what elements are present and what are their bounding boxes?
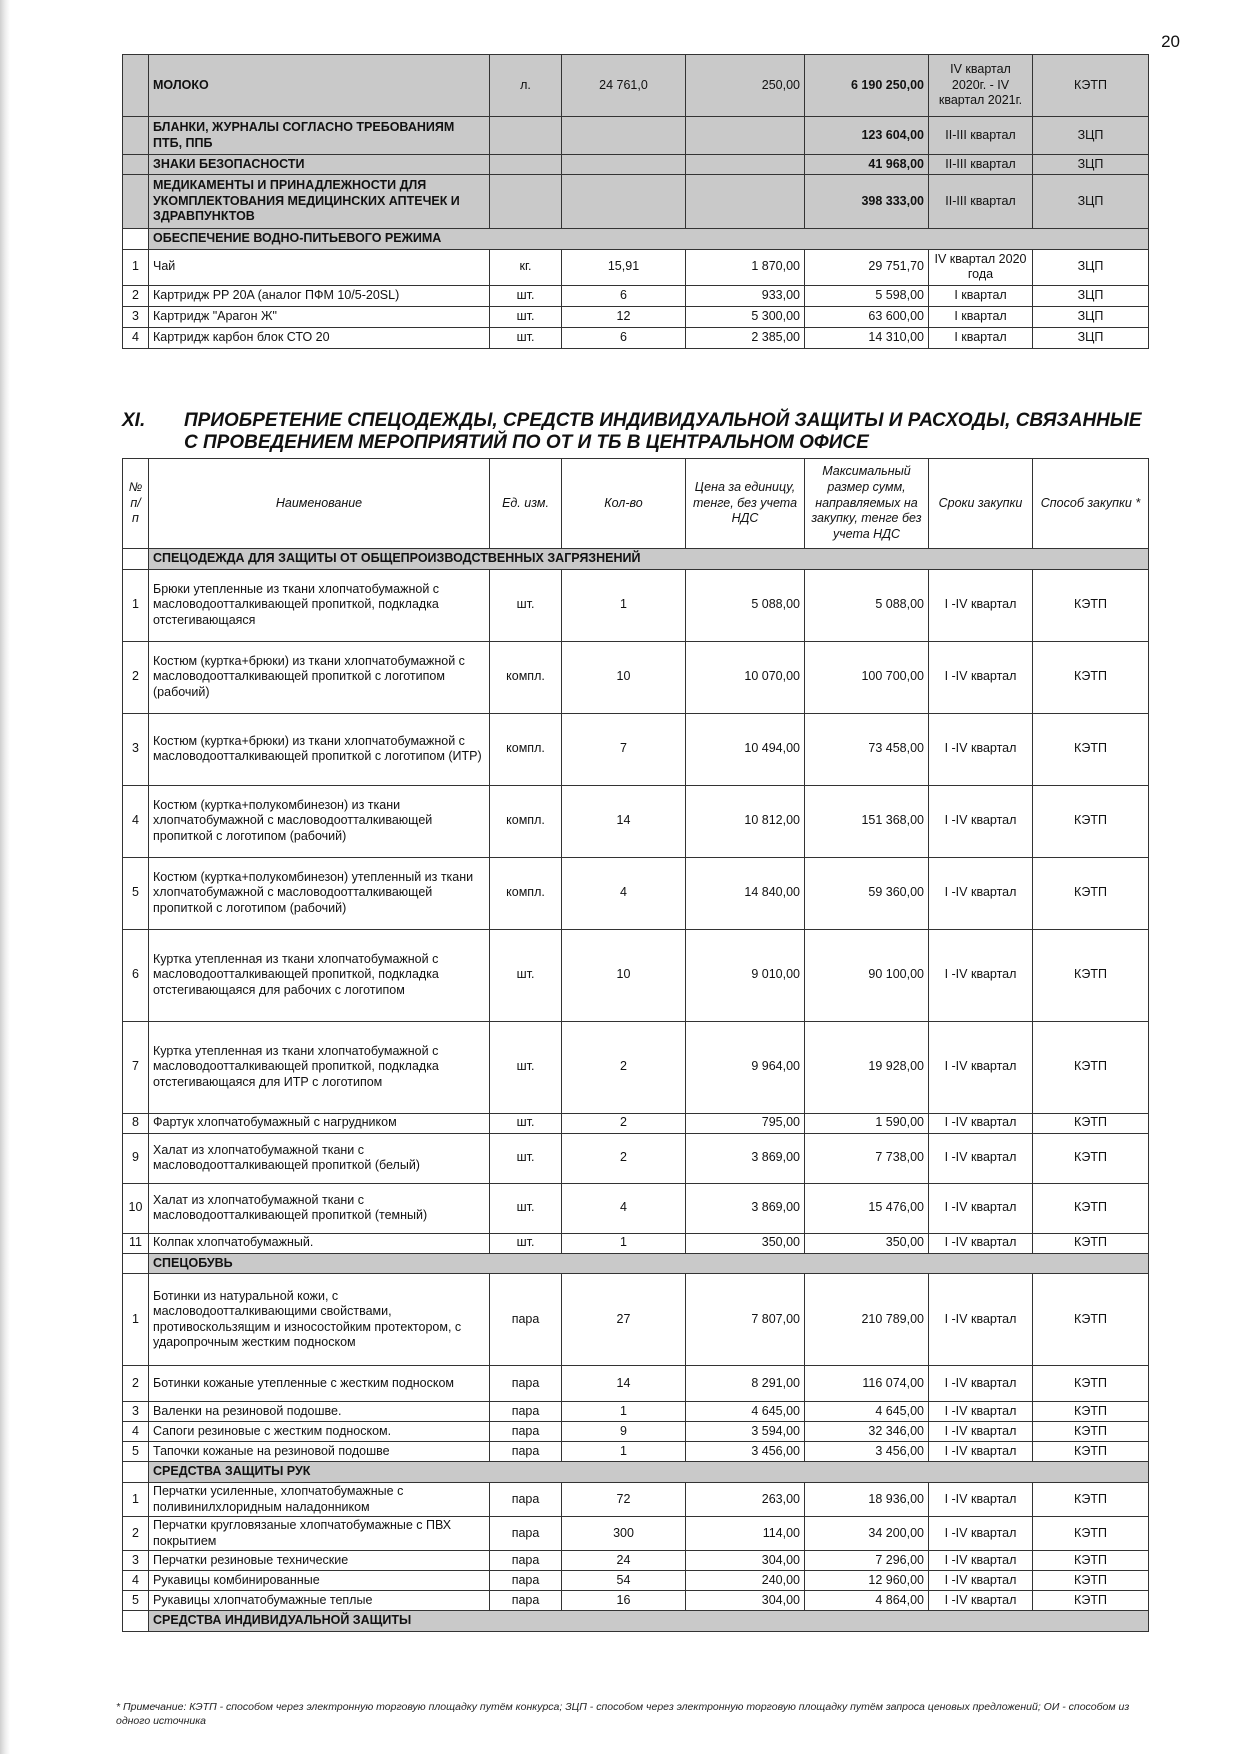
item-quantity: 14	[562, 785, 686, 857]
item-unit	[490, 175, 562, 229]
item-total-sum: 4 645,00	[805, 1402, 929, 1422]
table-row	[123, 1402, 1149, 1422]
item-unit-price: 114,00	[686, 1517, 805, 1551]
item-procurement-method: КЭТП	[1033, 1133, 1149, 1183]
item-unit	[490, 117, 562, 155]
table-row	[123, 1442, 1149, 1462]
table-row	[123, 857, 1149, 929]
item-quantity: 24 761,0	[562, 55, 686, 117]
table-row	[123, 55, 1149, 117]
item-name: Ботинки кожаные утепленные с жестким подноском	[149, 1366, 490, 1402]
item-procurement-method: КЭТП	[1033, 929, 1149, 1021]
category-row	[123, 1253, 1149, 1274]
header-unit: Ед. изм.	[490, 459, 562, 549]
item-procurement-term: I -IV квартал	[929, 1551, 1033, 1571]
table-row	[123, 249, 1149, 285]
item-quantity: 2	[562, 1113, 686, 1133]
row-number: 10	[123, 1183, 149, 1233]
item-procurement-term: I -IV квартал	[929, 1571, 1033, 1591]
item-unit: пара	[490, 1591, 562, 1611]
header-qty: Кол-во	[562, 459, 686, 549]
row-number: 7	[123, 1021, 149, 1113]
item-unit-price: 8 291,00	[686, 1366, 805, 1402]
item-procurement-term: I -IV квартал	[929, 1366, 1033, 1402]
item-unit: компл.	[490, 713, 562, 785]
item-quantity: 4	[562, 1183, 686, 1233]
item-unit-price: 933,00	[686, 285, 805, 306]
row-number: 1	[123, 249, 149, 285]
item-name: Костюм (куртка+полукомбинезон) утепленный из ткани хлопчатобумажной с масловодоотталкивающей пропиткой с логотипом (рабочий)	[149, 857, 490, 929]
table-row	[123, 1591, 1149, 1611]
item-name: Картридж "Арагон Ж"	[149, 306, 490, 327]
item-unit-price: 9 010,00	[686, 929, 805, 1021]
item-quantity	[562, 117, 686, 155]
item-unit-price: 5 088,00	[686, 569, 805, 641]
item-unit: шт.	[490, 285, 562, 306]
row-number: 1	[123, 569, 149, 641]
item-total-sum: 14 310,00	[805, 327, 929, 348]
table-row	[123, 306, 1149, 327]
item-procurement-method: ЗЦП	[1033, 117, 1149, 155]
item-name: МОЛОКО	[149, 55, 490, 117]
item-procurement-term: IV квартал 2020 года	[929, 249, 1033, 285]
item-name: Перчатки усиленные, хлопчатобумажные с поливинилхлоридным наладонником	[149, 1482, 490, 1516]
table-row	[123, 1551, 1149, 1571]
item-name: Ботинки из натуральной кожи, с масловодоотталкивающими свойствами, противоскользящим и износостойким протектором, с ударопрочным жестким подноском	[149, 1274, 490, 1366]
item-total-sum: 73 458,00	[805, 713, 929, 785]
item-procurement-method: КЭТП	[1033, 55, 1149, 117]
header-sum: Максимальный размер сумм, направляемых на закупку, тенге без учета НДС	[805, 459, 929, 549]
table-row	[123, 1021, 1149, 1113]
item-unit: пара	[490, 1571, 562, 1591]
item-total-sum: 1 590,00	[805, 1113, 929, 1133]
table-row	[123, 1233, 1149, 1253]
item-unit-price: 3 869,00	[686, 1133, 805, 1183]
item-name: Перчатки кругловязаные хлопчатобумажные с ПВХ покрытием	[149, 1517, 490, 1551]
item-name: Костюм (куртка+брюки) из ткани хлопчатобумажной с масловодоотталкивающей пропиткой с логотипом (рабочий)	[149, 641, 490, 713]
item-quantity: 1	[562, 1402, 686, 1422]
item-quantity: 10	[562, 929, 686, 1021]
item-total-sum: 29 751,70	[805, 249, 929, 285]
row-number	[123, 549, 149, 570]
row-number: 2	[123, 1517, 149, 1551]
item-quantity: 54	[562, 1571, 686, 1591]
table-row	[123, 1274, 1149, 1366]
item-unit: шт.	[490, 1133, 562, 1183]
item-procurement-method: КЭТП	[1033, 1422, 1149, 1442]
item-unit	[490, 155, 562, 175]
item-unit-price: 795,00	[686, 1113, 805, 1133]
row-number	[123, 55, 149, 117]
item-unit-price: 10 494,00	[686, 713, 805, 785]
item-unit: шт.	[490, 929, 562, 1021]
item-procurement-method: КЭТП	[1033, 1591, 1149, 1611]
item-procurement-method: КЭТП	[1033, 1551, 1149, 1571]
item-procurement-method: КЭТП	[1033, 1571, 1149, 1591]
item-total-sum: 32 346,00	[805, 1422, 929, 1442]
item-name: ЗНАКИ БЕЗОПАСНОСТИ	[149, 155, 490, 175]
category-row	[123, 1611, 1149, 1632]
scan-edge-shadow	[0, 0, 10, 1754]
item-procurement-method: КЭТП	[1033, 1113, 1149, 1133]
item-procurement-method: КЭТП	[1033, 641, 1149, 713]
item-procurement-term: I квартал	[929, 306, 1033, 327]
item-procurement-term: I -IV квартал	[929, 1274, 1033, 1366]
item-total-sum: 6 190 250,00	[805, 55, 929, 117]
item-procurement-method: КЭТП	[1033, 1274, 1149, 1366]
item-procurement-method: ЗЦП	[1033, 327, 1149, 348]
item-quantity: 10	[562, 641, 686, 713]
item-total-sum: 41 968,00	[805, 155, 929, 175]
table-row	[123, 155, 1149, 175]
item-name: Валенки на резиновой подошве.	[149, 1402, 490, 1422]
row-number: 9	[123, 1133, 149, 1183]
item-unit: пара	[490, 1274, 562, 1366]
item-procurement-method: ЗЦП	[1033, 249, 1149, 285]
row-number: 4	[123, 785, 149, 857]
table-row	[123, 1422, 1149, 1442]
item-procurement-term: I квартал	[929, 285, 1033, 306]
item-quantity: 2	[562, 1021, 686, 1113]
item-total-sum: 59 360,00	[805, 857, 929, 929]
item-total-sum: 398 333,00	[805, 175, 929, 229]
item-procurement-term: I -IV квартал	[929, 1402, 1033, 1422]
row-number: 1	[123, 1482, 149, 1516]
item-total-sum: 151 368,00	[805, 785, 929, 857]
item-name: Куртка утепленная из ткани хлопчатобумажной с масловодоотталкивающей пропиткой, подкладка отстегивающаяся для ИТР с логотипом	[149, 1021, 490, 1113]
item-unit: шт.	[490, 1233, 562, 1253]
table-row	[123, 569, 1149, 641]
item-unit-price: 263,00	[686, 1482, 805, 1516]
table-row	[123, 285, 1149, 306]
item-unit: шт.	[490, 569, 562, 641]
item-procurement-method: КЭТП	[1033, 1233, 1149, 1253]
item-unit-price	[686, 175, 805, 229]
item-procurement-method: КЭТП	[1033, 1442, 1149, 1462]
item-total-sum: 5 088,00	[805, 569, 929, 641]
row-number: 5	[123, 857, 149, 929]
header-method: Способ закупки *	[1033, 459, 1149, 549]
item-procurement-method: КЭТП	[1033, 1021, 1149, 1113]
item-unit: компл.	[490, 641, 562, 713]
item-procurement-method: КЭТП	[1033, 1517, 1149, 1551]
item-unit-price	[686, 155, 805, 175]
footnote: * Примечание: КЭТП - способом через электронную торговую площадку путём конкурса; ЗЦП - способом через электронную торговую площадку путём запроса ценовых предложений; ОИ - способом из одного источника	[116, 1701, 1130, 1727]
ppe-procurement-table	[122, 458, 1149, 1632]
item-unit-price: 10 812,00	[686, 785, 805, 857]
item-unit: шт.	[490, 1113, 562, 1133]
item-quantity: 4	[562, 857, 686, 929]
item-procurement-method: ЗЦП	[1033, 175, 1149, 229]
item-unit: шт.	[490, 1021, 562, 1113]
item-unit-price: 9 964,00	[686, 1021, 805, 1113]
header-price: Цена за единицу, тенге, без учета НДС	[686, 459, 805, 549]
item-unit-price: 3 869,00	[686, 1183, 805, 1233]
item-procurement-term: I -IV квартал	[929, 1113, 1033, 1133]
table-row	[123, 641, 1149, 713]
row-number: 2	[123, 641, 149, 713]
item-unit-price: 240,00	[686, 1571, 805, 1591]
item-name: БЛАНКИ, ЖУРНАЛЫ СОГЛАСНО ТРЕБОВАНИЯМ ПТБ, ППБ	[149, 117, 490, 155]
item-unit-price: 350,00	[686, 1233, 805, 1253]
item-procurement-method: КЭТП	[1033, 1402, 1149, 1422]
section-title: ПРИОБРЕТЕНИЕ СПЕЦОДЕЖДЫ, СРЕДСТВ ИНДИВИДУАЛЬНОЙ ЗАЩИТЫ И РАСХОДЫ, СВЯЗАННЫЕ С ПРОВЕДЕНИЕМ МЕРОПРИЯТИЙ ПО ОТ И ТБ В ЦЕНТРАЛЬНОМ ОФИСЕ	[184, 410, 1142, 453]
item-quantity: 1	[562, 1233, 686, 1253]
item-procurement-method: КЭТП	[1033, 1482, 1149, 1516]
item-name: Халат из хлопчатобумажной ткани с масловодоотталкивающей пропиткой (темный)	[149, 1183, 490, 1233]
row-number: 1	[123, 1274, 149, 1366]
item-total-sum: 90 100,00	[805, 929, 929, 1021]
item-unit: шт.	[490, 327, 562, 348]
item-unit: пара	[490, 1442, 562, 1462]
item-quantity: 7	[562, 713, 686, 785]
item-procurement-method: КЭТП	[1033, 1366, 1149, 1402]
row-number: 3	[123, 306, 149, 327]
row-number: 3	[123, 1402, 149, 1422]
item-quantity: 24	[562, 1551, 686, 1571]
header-term: Сроки закупки	[929, 459, 1033, 549]
item-quantity: 2	[562, 1133, 686, 1183]
item-name: Рукавицы комбинированные	[149, 1571, 490, 1591]
item-unit: пара	[490, 1517, 562, 1551]
category-row	[123, 229, 1149, 250]
item-procurement-term: I -IV квартал	[929, 569, 1033, 641]
table-row	[123, 713, 1149, 785]
item-total-sum: 15 476,00	[805, 1183, 929, 1233]
category-title: ОБЕСПЕЧЕНИЕ ВОДНО-ПИТЬЕВОГО РЕЖИМА	[149, 229, 1149, 250]
table-row	[123, 1133, 1149, 1183]
section-number: XI.	[122, 410, 146, 431]
item-procurement-term: I -IV квартал	[929, 785, 1033, 857]
item-procurement-method: КЭТП	[1033, 1183, 1149, 1233]
item-procurement-term: I -IV квартал	[929, 1233, 1033, 1253]
table-row	[123, 1113, 1149, 1133]
table-header-row	[123, 459, 1149, 549]
item-procurement-method: КЭТП	[1033, 857, 1149, 929]
category-row	[123, 1462, 1149, 1483]
item-name: Рукавицы хлопчатобумажные теплые	[149, 1591, 490, 1611]
row-number: 6	[123, 929, 149, 1021]
row-number: 3	[123, 713, 149, 785]
item-name: Костюм (куртка+брюки) из ткани хлопчатобумажной с масловодоотталкивающей пропиткой с логотипом (ИТР)	[149, 713, 490, 785]
item-total-sum: 7 296,00	[805, 1551, 929, 1571]
item-unit: компл.	[490, 785, 562, 857]
item-quantity: 27	[562, 1274, 686, 1366]
item-unit-price: 4 645,00	[686, 1402, 805, 1422]
table-row	[123, 1517, 1149, 1551]
item-unit-price: 10 070,00	[686, 641, 805, 713]
item-procurement-term: I -IV квартал	[929, 929, 1033, 1021]
table-row	[123, 117, 1149, 155]
item-procurement-term: I -IV квартал	[929, 1517, 1033, 1551]
item-procurement-term: I -IV квартал	[929, 1422, 1033, 1442]
category-title: СПЕЦОБУВЬ	[149, 1253, 1149, 1274]
item-procurement-term: I -IV квартал	[929, 1183, 1033, 1233]
item-total-sum: 12 960,00	[805, 1571, 929, 1591]
row-number: 5	[123, 1591, 149, 1611]
item-procurement-term: I -IV квартал	[929, 1442, 1033, 1462]
item-procurement-term: II-III квартал	[929, 117, 1033, 155]
item-total-sum: 3 456,00	[805, 1442, 929, 1462]
item-procurement-term: II-III квартал	[929, 175, 1033, 229]
item-procurement-method: ЗЦП	[1033, 306, 1149, 327]
item-name: МЕДИКАМЕНТЫ И ПРИНАДЛЕЖНОСТИ ДЛЯ УКОМПЛЕКТОВАНИЯ МЕДИЦИНСКИХ АПТЕЧЕК И ЗДРАВПУНКТОВ	[149, 175, 490, 229]
item-quantity: 15,91	[562, 249, 686, 285]
item-name: Костюм (куртка+полукомбинезон) из ткани хлопчатобумажной с масловодоотталкивающей пропиткой с логотипом (рабочий)	[149, 785, 490, 857]
row-number: 4	[123, 1571, 149, 1591]
row-number: 11	[123, 1233, 149, 1253]
item-quantity: 72	[562, 1482, 686, 1516]
item-unit: компл.	[490, 857, 562, 929]
item-total-sum: 63 600,00	[805, 306, 929, 327]
item-unit-price	[686, 117, 805, 155]
table-row	[123, 1366, 1149, 1402]
item-procurement-method: ЗЦП	[1033, 155, 1149, 175]
item-total-sum: 210 789,00	[805, 1274, 929, 1366]
item-total-sum: 350,00	[805, 1233, 929, 1253]
item-unit-price: 5 300,00	[686, 306, 805, 327]
item-quantity	[562, 155, 686, 175]
row-number: 4	[123, 327, 149, 348]
header-num: № п/п	[123, 459, 149, 549]
item-quantity: 9	[562, 1422, 686, 1442]
category-title: СРЕДСТВА ЗАЩИТЫ РУК	[149, 1462, 1149, 1483]
item-procurement-term: I -IV квартал	[929, 1482, 1033, 1516]
row-number: 3	[123, 1551, 149, 1571]
top-procurement-table	[122, 54, 1149, 349]
item-total-sum: 123 604,00	[805, 117, 929, 155]
item-unit: шт.	[490, 1183, 562, 1233]
item-unit-price: 1 870,00	[686, 249, 805, 285]
item-procurement-term: II-III квартал	[929, 155, 1033, 175]
item-unit-price: 2 385,00	[686, 327, 805, 348]
item-procurement-term: I -IV квартал	[929, 857, 1033, 929]
item-name: Чай	[149, 249, 490, 285]
item-unit: пара	[490, 1482, 562, 1516]
item-unit: пара	[490, 1551, 562, 1571]
item-total-sum: 34 200,00	[805, 1517, 929, 1551]
item-total-sum: 5 598,00	[805, 285, 929, 306]
item-quantity: 14	[562, 1366, 686, 1402]
table-row	[123, 785, 1149, 857]
row-number	[123, 1611, 149, 1632]
header-name: Наименование	[149, 459, 490, 549]
item-name: Куртка утепленная из ткани хлопчатобумажной с масловодоотталкивающей пропиткой, подкладка отстегивающаяся для рабочих с логотипом	[149, 929, 490, 1021]
row-number	[123, 1253, 149, 1274]
item-procurement-method: КЭТП	[1033, 569, 1149, 641]
item-unit: пара	[490, 1366, 562, 1402]
row-number	[123, 175, 149, 229]
table-row	[123, 175, 1149, 229]
row-number	[123, 155, 149, 175]
category-row	[123, 549, 1149, 570]
row-number: 8	[123, 1113, 149, 1133]
item-total-sum: 19 928,00	[805, 1021, 929, 1113]
item-procurement-term: I -IV квартал	[929, 1591, 1033, 1611]
item-name: Картридж PP 20A (аналог ПФМ 10/5-20SL)	[149, 285, 490, 306]
item-unit-price: 3 456,00	[686, 1442, 805, 1462]
item-quantity: 6	[562, 327, 686, 348]
category-title: СПЕЦОДЕЖДА ДЛЯ ЗАЩИТЫ ОТ ОБЩЕПРОИЗВОДСТВЕННЫХ ЗАГРЯЗНЕНИЙ	[149, 549, 1149, 570]
item-unit: пара	[490, 1422, 562, 1442]
item-quantity: 6	[562, 285, 686, 306]
item-name: Картридж карбон блок СТО 20	[149, 327, 490, 348]
item-total-sum: 4 864,00	[805, 1591, 929, 1611]
item-unit-price: 7 807,00	[686, 1274, 805, 1366]
item-name: Колпак хлопчатобумажный.	[149, 1233, 490, 1253]
item-total-sum: 7 738,00	[805, 1133, 929, 1183]
item-procurement-method: КЭТП	[1033, 713, 1149, 785]
item-unit-price: 304,00	[686, 1551, 805, 1571]
category-title: СРЕДСТВА ИНДИВИДУАЛЬНОЙ ЗАЩИТЫ	[149, 1611, 1149, 1632]
item-name: Сапоги резиновые с жестким подноском.	[149, 1422, 490, 1442]
row-number	[123, 1462, 149, 1483]
item-procurement-term: I -IV квартал	[929, 1133, 1033, 1183]
item-procurement-term: I -IV квартал	[929, 641, 1033, 713]
item-unit-price: 304,00	[686, 1591, 805, 1611]
item-quantity: 300	[562, 1517, 686, 1551]
table-row	[123, 1183, 1149, 1233]
item-total-sum: 18 936,00	[805, 1482, 929, 1516]
item-name: Тапочки кожаные на резиновой подошве	[149, 1442, 490, 1462]
item-quantity: 16	[562, 1591, 686, 1611]
item-unit: пара	[490, 1402, 562, 1422]
row-number: 5	[123, 1442, 149, 1462]
table-row	[123, 1482, 1149, 1516]
table-row	[123, 929, 1149, 1021]
table-row	[123, 1571, 1149, 1591]
row-number	[123, 229, 149, 250]
item-total-sum: 116 074,00	[805, 1366, 929, 1402]
item-name: Брюки утепленные из ткани хлопчатобумажной с масловодоотталкивающей пропиткой, подкладка отстегивающаяся	[149, 569, 490, 641]
item-procurement-term: I -IV квартал	[929, 713, 1033, 785]
page-number: 20	[1161, 32, 1180, 51]
item-procurement-method: ЗЦП	[1033, 285, 1149, 306]
row-number: 2	[123, 1366, 149, 1402]
item-name: Халат из хлопчатобумажной ткани с масловодоотталкивающей пропиткой (белый)	[149, 1133, 490, 1183]
item-unit-price: 14 840,00	[686, 857, 805, 929]
table-row	[123, 327, 1149, 348]
item-unit: кг.	[490, 249, 562, 285]
item-quantity: 12	[562, 306, 686, 327]
item-procurement-method: КЭТП	[1033, 785, 1149, 857]
item-name: Фартук хлопчатобумажный с нагрудником	[149, 1113, 490, 1133]
row-number: 4	[123, 1422, 149, 1442]
item-name: Перчатки резиновые технические	[149, 1551, 490, 1571]
item-unit-price: 250,00	[686, 55, 805, 117]
item-procurement-term: I -IV квартал	[929, 1021, 1033, 1113]
row-number: 2	[123, 285, 149, 306]
item-procurement-term: IV квартал 2020г. - IV квартал 2021г.	[929, 55, 1033, 117]
row-number	[123, 117, 149, 155]
item-quantity	[562, 175, 686, 229]
item-total-sum: 100 700,00	[805, 641, 929, 713]
item-unit: шт.	[490, 306, 562, 327]
item-unit-price: 3 594,00	[686, 1422, 805, 1442]
item-quantity: 1	[562, 569, 686, 641]
item-unit: л.	[490, 55, 562, 117]
item-procurement-term: I квартал	[929, 327, 1033, 348]
item-quantity: 1	[562, 1442, 686, 1462]
